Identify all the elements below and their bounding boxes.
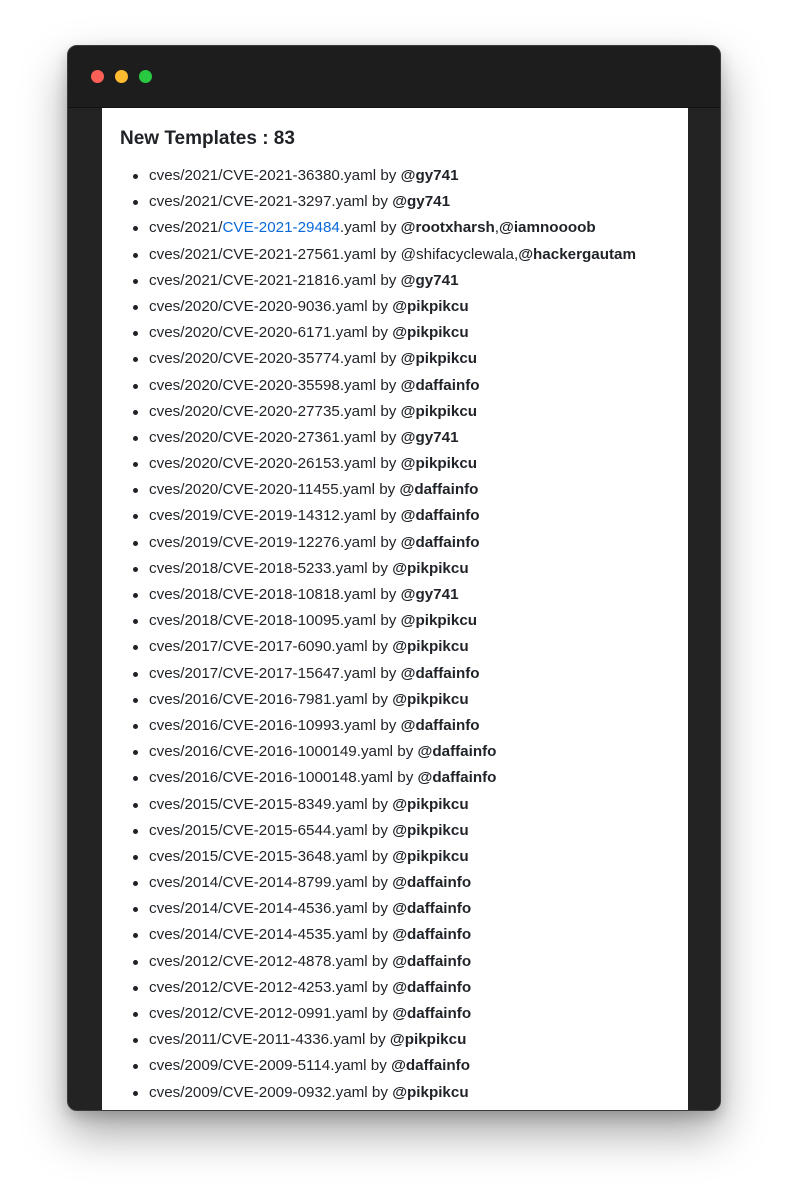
template-file-name: CVE-2016-10993.yaml: [222, 716, 377, 734]
author-handle: @gy741: [400, 271, 459, 289]
author-handle: @daffainfo: [392, 874, 472, 892]
list-item: [149, 480, 636, 506]
template-path-prefix: cves/2015/: [149, 821, 223, 839]
by-label: by: [397, 743, 414, 761]
author-handle: @pikpikcu: [392, 559, 469, 577]
author-handle: @daffainfo: [400, 376, 480, 394]
author-handle: @pikpikcu: [392, 847, 469, 865]
list-item: [149, 192, 636, 218]
template-path-prefix: cves/2016/: [149, 743, 223, 761]
by-label: by: [380, 428, 397, 446]
list-item: [149, 978, 636, 1004]
template-file-name: CVE-2017-6090.yaml: [222, 638, 368, 656]
template-file-name: CVE-2014-8799.yaml: [222, 874, 368, 892]
list-item: [149, 1030, 636, 1056]
list-item: [149, 795, 636, 821]
author-handle: @daffainfo: [400, 507, 480, 525]
template-path-prefix: cves/2017/: [149, 638, 223, 656]
template-path-prefix: cves/2016/: [149, 690, 223, 708]
template-path-prefix: cves/2018/: [149, 559, 223, 577]
author-handle: @shifacyclewala: [400, 245, 514, 263]
list-item: [149, 925, 636, 951]
by-label: by: [397, 769, 414, 787]
author-handle: @gy741: [400, 586, 459, 603]
list-item: [149, 637, 636, 663]
author-handle: @hackergautam: [518, 245, 637, 263]
by-label: by: [380, 245, 397, 263]
template-path-prefix: cves/2021/: [149, 193, 223, 211]
list-item: [149, 1056, 636, 1082]
list-item: [149, 271, 636, 297]
page-title: New Templates : 83: [120, 128, 295, 149]
template-file-name: CVE-2020-27735.yaml: [222, 402, 377, 420]
by-label: by: [380, 586, 397, 603]
template-path-prefix: cves/2014/: [149, 926, 223, 944]
app-window: [67, 45, 721, 1111]
template-file-name: CVE-2015-3648.yaml: [222, 847, 368, 865]
list-item: [149, 349, 636, 375]
author-handle: @gy741: [400, 428, 459, 446]
list-item: [149, 768, 636, 794]
author-handle: @pikpikcu: [400, 612, 478, 630]
by-label: by: [371, 1005, 388, 1022]
template-file-name: CVE-2019-12276.yaml: [222, 533, 377, 551]
list-item: [149, 664, 636, 690]
author-handle: @daffainfo: [417, 743, 497, 761]
author-handle: @iamnoooob: [499, 219, 596, 237]
by-label: by: [371, 324, 388, 342]
template-path-prefix: cves/2016/: [149, 716, 223, 734]
author-handle: @daffainfo: [400, 533, 480, 551]
template-path-prefix: cves/2011/: [149, 1031, 222, 1049]
author-handle: @daffainfo: [392, 952, 472, 970]
list-item: [149, 323, 636, 349]
template-file-name: CVE-2009-0932.yaml: [222, 1083, 368, 1101]
template-path-prefix: cves/2020/: [149, 350, 223, 368]
template-path-prefix: cves/2021/: [149, 167, 223, 184]
by-label: by: [371, 559, 388, 577]
template-path-prefix: cves/2021/: [149, 219, 223, 237]
template-path-prefix: cves/2017/: [149, 664, 223, 682]
list-item: [149, 506, 636, 532]
template-file-name: CVE-2015-8349.yaml: [222, 795, 368, 813]
template-file-name: CVE-2014-4536.yaml: [222, 900, 368, 918]
template-file-name: CVE-2021-27561.yaml: [222, 245, 377, 263]
by-label: by: [371, 193, 388, 211]
template-file-name: CVE-2018-10095.yaml: [222, 612, 377, 630]
template-file-name: CVE-2017-15647.yaml: [222, 664, 377, 682]
list-item: [149, 873, 636, 899]
title-bar: [68, 46, 720, 108]
template-file-name: CVE-2012-4878.yaml: [222, 952, 368, 970]
list-item: [149, 1004, 636, 1030]
author-handle: @daffainfo: [391, 1057, 470, 1075]
template-file-name: CVE-2021-21816.yaml: [222, 271, 377, 289]
by-label: by: [371, 847, 388, 865]
minimize-window-button[interactable]: [115, 70, 128, 83]
list-item: [149, 402, 636, 428]
template-file-name: CVE-2020-35598.yaml: [222, 376, 377, 394]
template-file-name: CVE-2020-6171.yaml: [222, 324, 368, 342]
template-path-prefix: cves/2020/: [149, 376, 223, 394]
author-handle: @daffainfo: [400, 664, 480, 682]
by-label: by: [370, 1057, 387, 1075]
author-handle: @daffainfo: [399, 481, 479, 499]
template-file-name: CVE-2016-1000149.yaml: [222, 743, 394, 761]
author-separator: ,: [494, 219, 500, 237]
by-label: by: [380, 533, 397, 551]
author-handle: @pikpikcu: [392, 690, 469, 708]
template-path-prefix: cves/2021/: [149, 271, 223, 289]
author-handle: @rootxharsh: [400, 219, 495, 237]
author-handle: @gy741: [400, 167, 459, 184]
template-path-prefix: cves/2019/: [149, 533, 223, 551]
template-path-prefix: cves/2014/: [149, 874, 223, 892]
template-path-prefix: cves/2009/: [149, 1083, 223, 1101]
list-item: [149, 454, 636, 480]
by-label: by: [371, 900, 388, 918]
template-path-prefix: cves/2019/: [149, 507, 223, 525]
author-handle: @pikpikcu: [392, 821, 469, 839]
by-label: by: [380, 167, 397, 184]
author-separator: ,: [513, 245, 519, 263]
template-path-prefix: cves/2012/: [149, 952, 223, 970]
author-handle: @pikpikcu: [400, 455, 478, 473]
by-label: by: [380, 716, 397, 734]
template-file-name: .yaml: [339, 219, 377, 237]
list-item: [149, 166, 636, 192]
list-item: [149, 559, 636, 585]
by-label: by: [371, 795, 388, 813]
template-path-prefix: cves/2020/: [149, 455, 223, 473]
author-handle: @daffainfo: [400, 716, 480, 734]
template-file-name: CVE-2018-10818.yaml: [222, 586, 377, 603]
template-path-prefix: cves/2021/: [149, 245, 223, 263]
by-label: by: [371, 926, 388, 944]
by-label: by: [380, 219, 397, 237]
author-handle: @pikpikcu: [400, 350, 478, 368]
template-file-name: CVE-2009-5114.yaml: [222, 1057, 367, 1075]
author-handle: @pikpikcu: [392, 1083, 469, 1101]
list-item: [149, 585, 636, 611]
template-path-prefix: cves/2020/: [149, 481, 223, 499]
author-handle: @pikpikcu: [400, 402, 478, 420]
author-handle: @pikpikcu: [392, 795, 469, 813]
template-path-prefix: cves/2016/: [149, 769, 223, 787]
list-item: [149, 690, 636, 716]
template-file-name: CVE-2018-5233.yaml: [222, 559, 368, 577]
by-label: by: [371, 952, 388, 970]
by-label: by: [380, 612, 397, 630]
template-file-name: CVE-2016-7981.yaml: [222, 690, 368, 708]
list-item: [149, 245, 636, 271]
author-handle: @pikpikcu: [392, 638, 469, 656]
author-handle: @daffainfo: [392, 900, 472, 918]
zoom-window-button[interactable]: [139, 70, 152, 83]
list-item: [149, 952, 636, 978]
by-label: by: [380, 271, 397, 289]
list-item: [149, 533, 636, 559]
template-file-name: CVE-2012-0991.yaml: [222, 1005, 368, 1022]
author-handle: @daffainfo: [392, 926, 472, 944]
template-path-prefix: cves/2009/: [149, 1057, 223, 1075]
template-path-prefix: cves/2018/: [149, 612, 223, 630]
template-file-name: CVE-2020-9036.yaml: [222, 297, 368, 315]
list-item: [149, 218, 636, 244]
template-file-name: CVE-2012-4253.yaml: [222, 978, 368, 996]
by-label: by: [379, 481, 396, 499]
list-item: [149, 376, 636, 402]
by-label: by: [371, 874, 388, 892]
cve-link[interactable]: CVE-2021-29484: [222, 219, 340, 237]
by-label: by: [380, 350, 397, 368]
template-path-prefix: cves/2012/: [149, 978, 223, 996]
author-handle: @daffainfo: [392, 1005, 472, 1022]
template-file-name: CVE-2011-4336.yaml: [221, 1031, 366, 1049]
list-item: [149, 611, 636, 637]
template-path-prefix: cves/2020/: [149, 297, 223, 315]
list-item: [149, 847, 636, 873]
author-handle: @gy741: [392, 193, 451, 211]
author-handle: @pikpikcu: [392, 324, 469, 342]
template-path-prefix: cves/2015/: [149, 795, 223, 813]
author-handle: @daffainfo: [392, 978, 472, 996]
template-file-name: CVE-2016-1000148.yaml: [222, 769, 394, 787]
template-list: [149, 166, 636, 1109]
template-file-name: CVE-2020-26153.yaml: [222, 455, 377, 473]
by-label: by: [371, 978, 388, 996]
template-file-name: CVE-2014-4535.yaml: [222, 926, 368, 944]
by-label: by: [371, 297, 388, 315]
template-path-prefix: cves/2015/: [149, 847, 223, 865]
template-path-prefix: cves/2020/: [149, 324, 223, 342]
list-item: [149, 297, 636, 323]
by-label: by: [369, 1031, 386, 1049]
close-window-button[interactable]: [91, 70, 104, 83]
list-item: [149, 716, 636, 742]
template-path-prefix: cves/2014/: [149, 900, 223, 918]
by-label: by: [371, 690, 388, 708]
by-label: by: [380, 507, 397, 525]
template-path-prefix: cves/2012/: [149, 1005, 223, 1022]
by-label: by: [371, 638, 388, 656]
list-item: [149, 899, 636, 925]
list-item: [149, 821, 636, 847]
template-file-name: CVE-2015-6544.yaml: [222, 821, 368, 839]
by-label: by: [380, 455, 397, 473]
by-label: by: [380, 664, 397, 682]
template-path-prefix: cves/2020/: [149, 428, 223, 446]
content-panel: [102, 108, 688, 1111]
by-label: by: [380, 376, 397, 394]
author-handle: @daffainfo: [417, 769, 497, 787]
list-item: [149, 1083, 636, 1109]
by-label: by: [371, 1083, 388, 1101]
author-handle: @pikpikcu: [389, 1031, 467, 1049]
template-file-name: CVE-2020-11455.yaml: [222, 481, 375, 499]
by-label: by: [380, 402, 397, 420]
template-file-name: CVE-2019-14312.yaml: [222, 507, 377, 525]
list-item: [149, 428, 636, 454]
by-label: by: [371, 821, 388, 839]
template-path-prefix: cves/2020/: [149, 402, 223, 420]
author-handle: @pikpikcu: [392, 297, 469, 315]
template-file-name: CVE-2020-27361.yaml: [222, 428, 377, 446]
template-file-name: CVE-2021-36380.yaml: [222, 167, 377, 184]
template-path-prefix: cves/2018/: [149, 586, 223, 603]
template-file-name: CVE-2021-3297.yaml: [222, 193, 368, 211]
template-file-name: CVE-2020-35774.yaml: [222, 350, 377, 368]
list-item: [149, 742, 636, 768]
